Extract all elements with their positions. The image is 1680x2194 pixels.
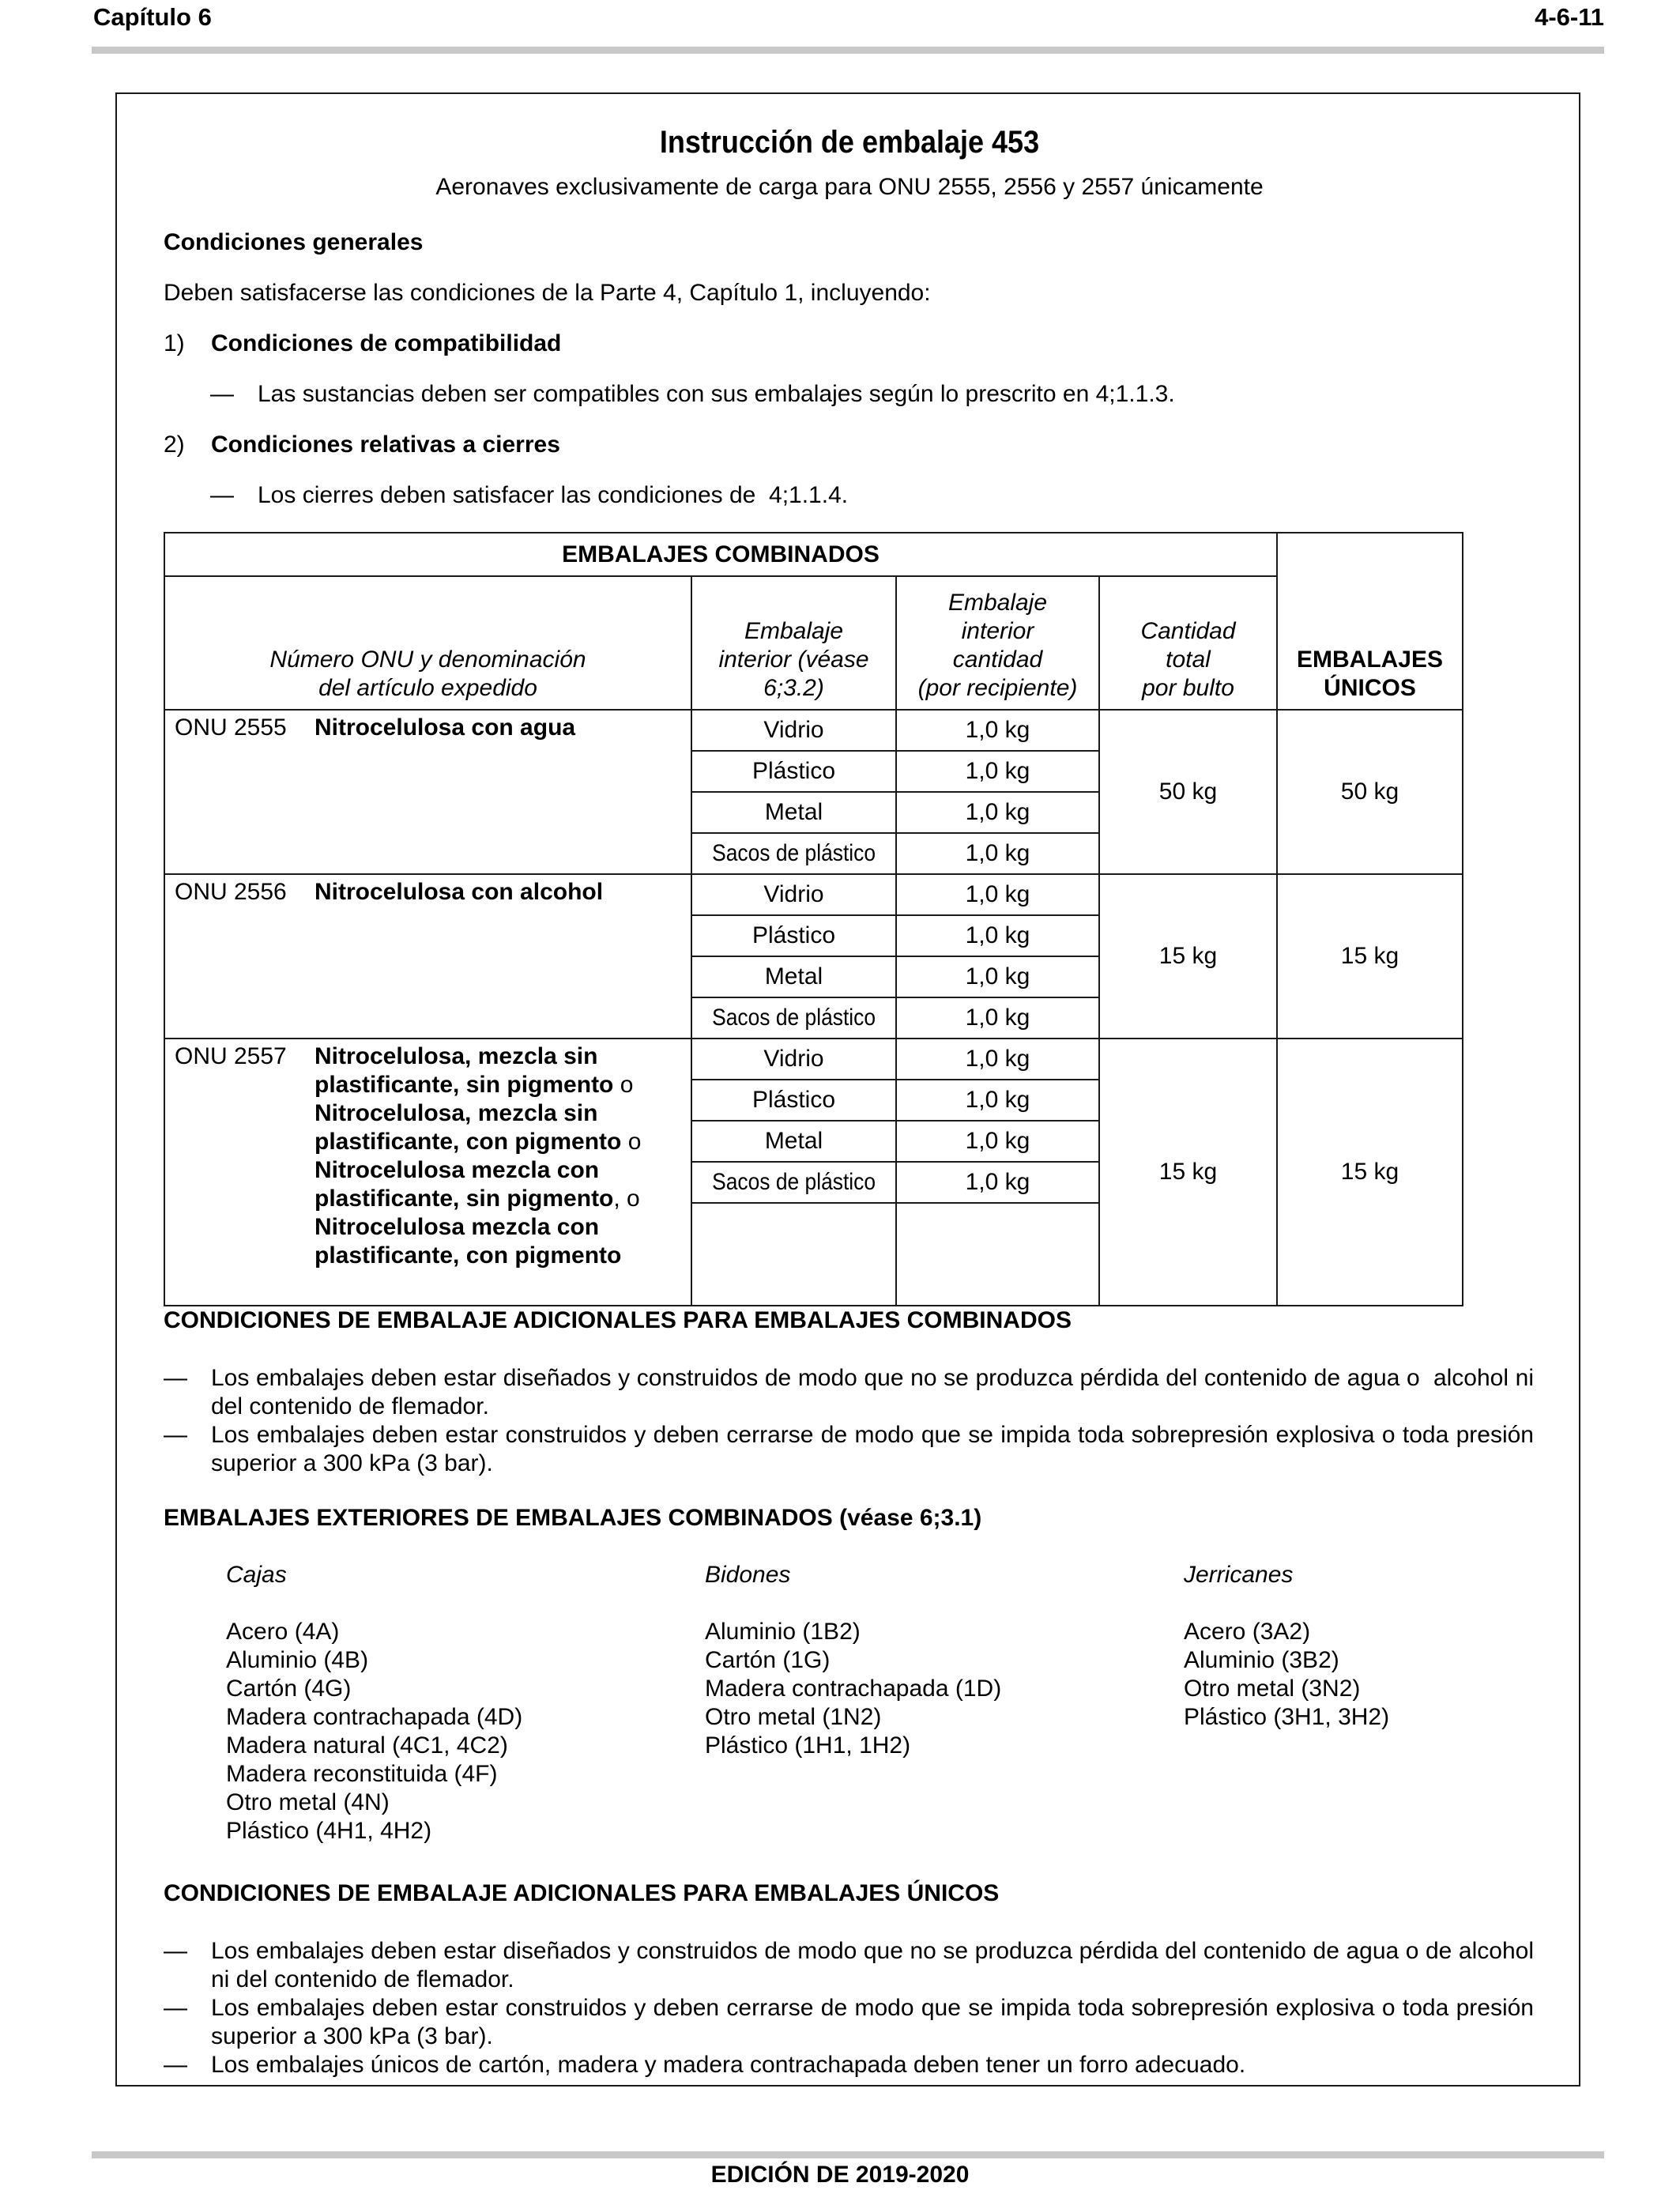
empty-cell xyxy=(691,1203,896,1306)
column-heading: Jerricanes xyxy=(1184,1562,1294,1588)
outer-packaging-item: Madera contrachapada (4D) xyxy=(226,1704,523,1730)
condition-text: Los cierres deben satisfacer las condiciones de 4;1.1.4. xyxy=(258,482,849,508)
inner-packaging: Metal xyxy=(764,799,823,825)
inner-quantity-cell: 1,0 kg xyxy=(896,1162,1099,1203)
inner-packaging: Plástico xyxy=(751,1087,836,1113)
bullet-item xyxy=(164,2051,1534,2079)
inner-packaging: Plástico xyxy=(751,758,836,784)
inner-packaging-cell xyxy=(691,1039,896,1080)
condition-heading: Condiciones relativas a cierres xyxy=(211,432,560,458)
table-row xyxy=(164,1039,1463,1080)
dash-marker: — xyxy=(164,1995,187,2021)
outer-packaging-item: Plástico (4H1, 4H2) xyxy=(226,1818,432,1844)
table-row xyxy=(164,874,1463,915)
un-number-name-cell xyxy=(164,874,691,1039)
outer-packaging-item: Plástico (1H1, 1H2) xyxy=(705,1732,911,1759)
single-conditions-heading: CONDICIONES DE EMBALAJE ADICIONALES PARA EMBALAJES ÚNICOS xyxy=(164,1880,1000,1906)
bullet-item xyxy=(164,1937,1534,1994)
condition-number: 2) xyxy=(164,432,185,458)
bullet-item xyxy=(164,1994,1534,2051)
outer-packaging-item: Aluminio (1B2) xyxy=(705,1619,861,1645)
single-packaging-label xyxy=(1297,647,1443,701)
instruction-title: Instrucción de embalaje 453 xyxy=(659,125,1040,160)
col-header-un-name: Número ONU y denominación del artículo expedido xyxy=(164,576,691,710)
bullet-text: Los embalajes deben estar diseñados y construidos de modo que no se produzca pérdida del contenido de agua o de alcohol ni del contenido de flemador. xyxy=(211,1938,1534,1992)
outer-packaging-item: Aluminio (4B) xyxy=(226,1647,369,1673)
single-header-word: ÚNICOS xyxy=(1324,675,1416,701)
outer-packaging-item: Cartón (4G) xyxy=(226,1676,352,1702)
condition-number: 1) xyxy=(164,330,185,356)
footer-rule xyxy=(92,2151,1604,2158)
name-segment-bold: Nitrocelulosa con alcohol xyxy=(315,879,604,905)
name-segment-bold: Nitrocelulosa con agua xyxy=(315,714,576,741)
chapter-label: Capítulo 6 xyxy=(93,3,212,31)
column-items xyxy=(1184,1618,1626,1732)
outer-packagings-heading: EMBALAJES EXTERIORES DE EMBALAJES COMBINADOS (véase 6;3.1) xyxy=(164,1505,982,1531)
dash-marker: — xyxy=(164,1422,187,1448)
inner-quantity-cell: 1,0 kg xyxy=(896,874,1099,915)
page-number: 4-6-11 xyxy=(1535,3,1604,31)
outer-packaging-item: Madera natural (4C1, 4C2) xyxy=(226,1732,508,1759)
un-number: ONU 2556 xyxy=(175,879,287,905)
inner-packaging-cell xyxy=(691,915,896,956)
inner-quantity-cell: 1,0 kg xyxy=(896,751,1099,792)
inner-packaging: Vidrio xyxy=(763,881,824,907)
name-segment-bold: Nitrocelulosa, mezcla sin plastificante, sin pigmento xyxy=(315,1043,614,1098)
dash-marker: — xyxy=(164,1365,187,1391)
general-conditions-heading: Condiciones generales xyxy=(164,229,424,255)
column-items xyxy=(705,1618,1147,1760)
total-per-package-cell: 15 kg xyxy=(1099,874,1277,1039)
bullet-text: Los embalajes deben estar construidos y deben cerrarse de modo que se impida toda sobrepresión explosiva o toda presión superior a 300 kPa (3 bar). xyxy=(211,1422,1534,1476)
inner-quantity-cell: 1,0 kg xyxy=(896,710,1099,751)
inner-packaging-cell xyxy=(691,751,896,792)
name-segment-bold: Nitrocelulosa mezcla con plastificante, con pigmento xyxy=(315,1214,622,1269)
inner-packaging: Vidrio xyxy=(763,717,824,743)
inner-packaging-cell xyxy=(691,1121,896,1162)
dash-marker: — xyxy=(164,2052,187,2078)
proper-shipping-name xyxy=(315,1042,674,1270)
bullet-item xyxy=(164,1421,1534,1478)
dash-marker: — xyxy=(164,1938,187,1964)
outer-packaging-item: Aluminio (3B2) xyxy=(1184,1647,1339,1673)
inner-quantity-cell: 1,0 kg xyxy=(896,997,1099,1039)
bullet-text: Los embalajes únicos de cartón, madera y madera contrachapada deben tener un forro adecuado. xyxy=(211,2052,1246,2078)
inner-packaging: Vidrio xyxy=(763,1046,824,1072)
bullet-item xyxy=(164,1364,1541,1421)
inner-quantity-cell: 1,0 kg xyxy=(896,1039,1099,1080)
name-connector: o xyxy=(613,1072,634,1098)
inner-packaging-cell xyxy=(691,1080,896,1121)
dash-marker: — xyxy=(210,381,234,407)
outer-packaging-item: Acero (3A2) xyxy=(1184,1619,1311,1645)
condition-text: Las sustancias deben ser compatibles con sus embalajes según lo prescrito en 4;1.1.3. xyxy=(258,381,1175,407)
single-packaging-header xyxy=(1277,533,1463,710)
un-number: ONU 2557 xyxy=(175,1043,287,1069)
inner-quantity-cell: 1,0 kg xyxy=(896,833,1099,874)
proper-shipping-name xyxy=(315,878,674,907)
single-packaging-cell: 15 kg xyxy=(1277,874,1463,1039)
inner-packaging-cell xyxy=(691,710,896,751)
column-heading: Cajas xyxy=(226,1562,287,1588)
un-number-name-cell xyxy=(164,1039,691,1306)
inner-packaging-cell xyxy=(691,1162,896,1203)
col-header-inner-quantity: Embalaje interior cantidad (por recipiente) xyxy=(896,576,1099,710)
condition-detail-2 xyxy=(210,481,848,510)
table-row xyxy=(164,710,1463,751)
single-packaging-cell: 15 kg xyxy=(1277,1039,1463,1306)
outer-column-drums xyxy=(705,1561,1147,1760)
inner-packaging: Metal xyxy=(764,1128,823,1154)
single-packaging-cell: 50 kg xyxy=(1277,710,1463,874)
outer-packaging-item: Otro metal (4N) xyxy=(226,1789,390,1815)
column-items xyxy=(226,1618,669,1845)
inner-packaging-cell xyxy=(691,833,896,874)
condition-heading: Condiciones de compatibilidad xyxy=(211,330,562,356)
header-rule xyxy=(92,47,1604,54)
instruction-subtitle: Aeronaves exclusivamente de carga para ONU 2555, 2556 y 2557 únicamente xyxy=(435,174,1264,200)
outer-packaging-item: Acero (4A) xyxy=(226,1619,340,1645)
inner-packaging: Plástico xyxy=(751,922,836,948)
un-number-name-cell xyxy=(164,710,691,874)
name-segment-bold: Nitrocelulosa mezcla con plastificante, sin pigmento xyxy=(315,1157,614,1212)
name-connector: , o xyxy=(613,1186,640,1212)
dash-marker: — xyxy=(210,482,234,508)
inner-packaging: Sacos de plástico xyxy=(712,840,876,866)
outer-packaging-item: Cartón (1G) xyxy=(705,1647,831,1673)
outer-packaging-item: Otro metal (3N2) xyxy=(1184,1676,1361,1702)
inner-packaging-cell xyxy=(691,874,896,915)
inner-packaging-cell xyxy=(691,792,896,833)
empty-cell xyxy=(896,1203,1099,1306)
total-per-package-cell: 50 kg xyxy=(1099,710,1277,874)
inner-packaging: Metal xyxy=(764,963,823,990)
name-connector: o xyxy=(621,1129,642,1155)
combined-packaging-header: EMBALAJES COMBINADOS xyxy=(164,533,1277,576)
inner-packaging-cell xyxy=(691,997,896,1039)
outer-packaging-item: Otro metal (1N2) xyxy=(705,1704,882,1730)
name-segment-bold: Nitrocelulosa, mezcla sin plastificante, con pigmento xyxy=(315,1100,622,1155)
packing-table-body xyxy=(164,710,1463,1306)
outer-packaging-item: Madera reconstituida (4F) xyxy=(226,1761,498,1787)
outer-packaging-item: Plástico (3H1, 3H2) xyxy=(1184,1704,1390,1730)
general-conditions-intro: Deben satisfacerse las condiciones de la Parte 4, Capítulo 1, incluyendo: xyxy=(164,280,931,306)
inner-quantity-cell: 1,0 kg xyxy=(896,915,1099,956)
condition-item-1 xyxy=(164,330,561,358)
inner-packaging: Sacos de plástico xyxy=(712,1169,876,1195)
bullet-text: Los embalajes deben estar construidos y deben cerrarse de modo que se impida toda sobrepresión explosiva o toda presión superior a 300 kPa (3 bar). xyxy=(211,1995,1534,2049)
combined-conditions-heading: CONDICIONES DE EMBALAJE ADICIONALES PARA EMBALAJES COMBINADOS xyxy=(164,1307,1072,1333)
inner-quantity-cell: 1,0 kg xyxy=(896,792,1099,833)
single-header-word: EMBALAJES xyxy=(1296,647,1444,673)
un-number: ONU 2555 xyxy=(175,714,287,741)
outer-column-boxes xyxy=(226,1561,669,1845)
col-header-total-per-package: Cantidad total por bulto xyxy=(1099,576,1277,710)
inner-quantity-cell: 1,0 kg xyxy=(896,956,1099,997)
combined-conditions-list xyxy=(164,1364,1541,1478)
column-heading: Bidones xyxy=(705,1562,791,1588)
outer-packaging-item: Madera contrachapada (1D) xyxy=(705,1676,1002,1702)
inner-quantity-cell: 1,0 kg xyxy=(896,1121,1099,1162)
inner-quantity-cell: 1,0 kg xyxy=(896,1080,1099,1121)
total-per-package-cell: 15 kg xyxy=(1099,1039,1277,1306)
edition-label: EDICIÓN DE 2019-2020 xyxy=(710,2162,970,2188)
condition-item-2 xyxy=(164,431,560,459)
proper-shipping-name xyxy=(315,714,674,742)
single-conditions-list xyxy=(164,1937,1534,2079)
condition-detail-1 xyxy=(210,380,1175,409)
bullet-text: Los embalajes deben estar diseñados y construidos de modo que no se produzca pérdida del contenido de agua o alcohol ni del contenido de flemador. xyxy=(211,1365,1541,1419)
inner-packaging-cell xyxy=(691,956,896,997)
outer-column-jerricans xyxy=(1184,1561,1626,1732)
packing-table xyxy=(164,532,1463,1306)
col-header-inner-packaging: Embalaje interior (véase 6;3.2) xyxy=(691,576,896,710)
inner-packaging: Sacos de plástico xyxy=(712,1005,876,1031)
